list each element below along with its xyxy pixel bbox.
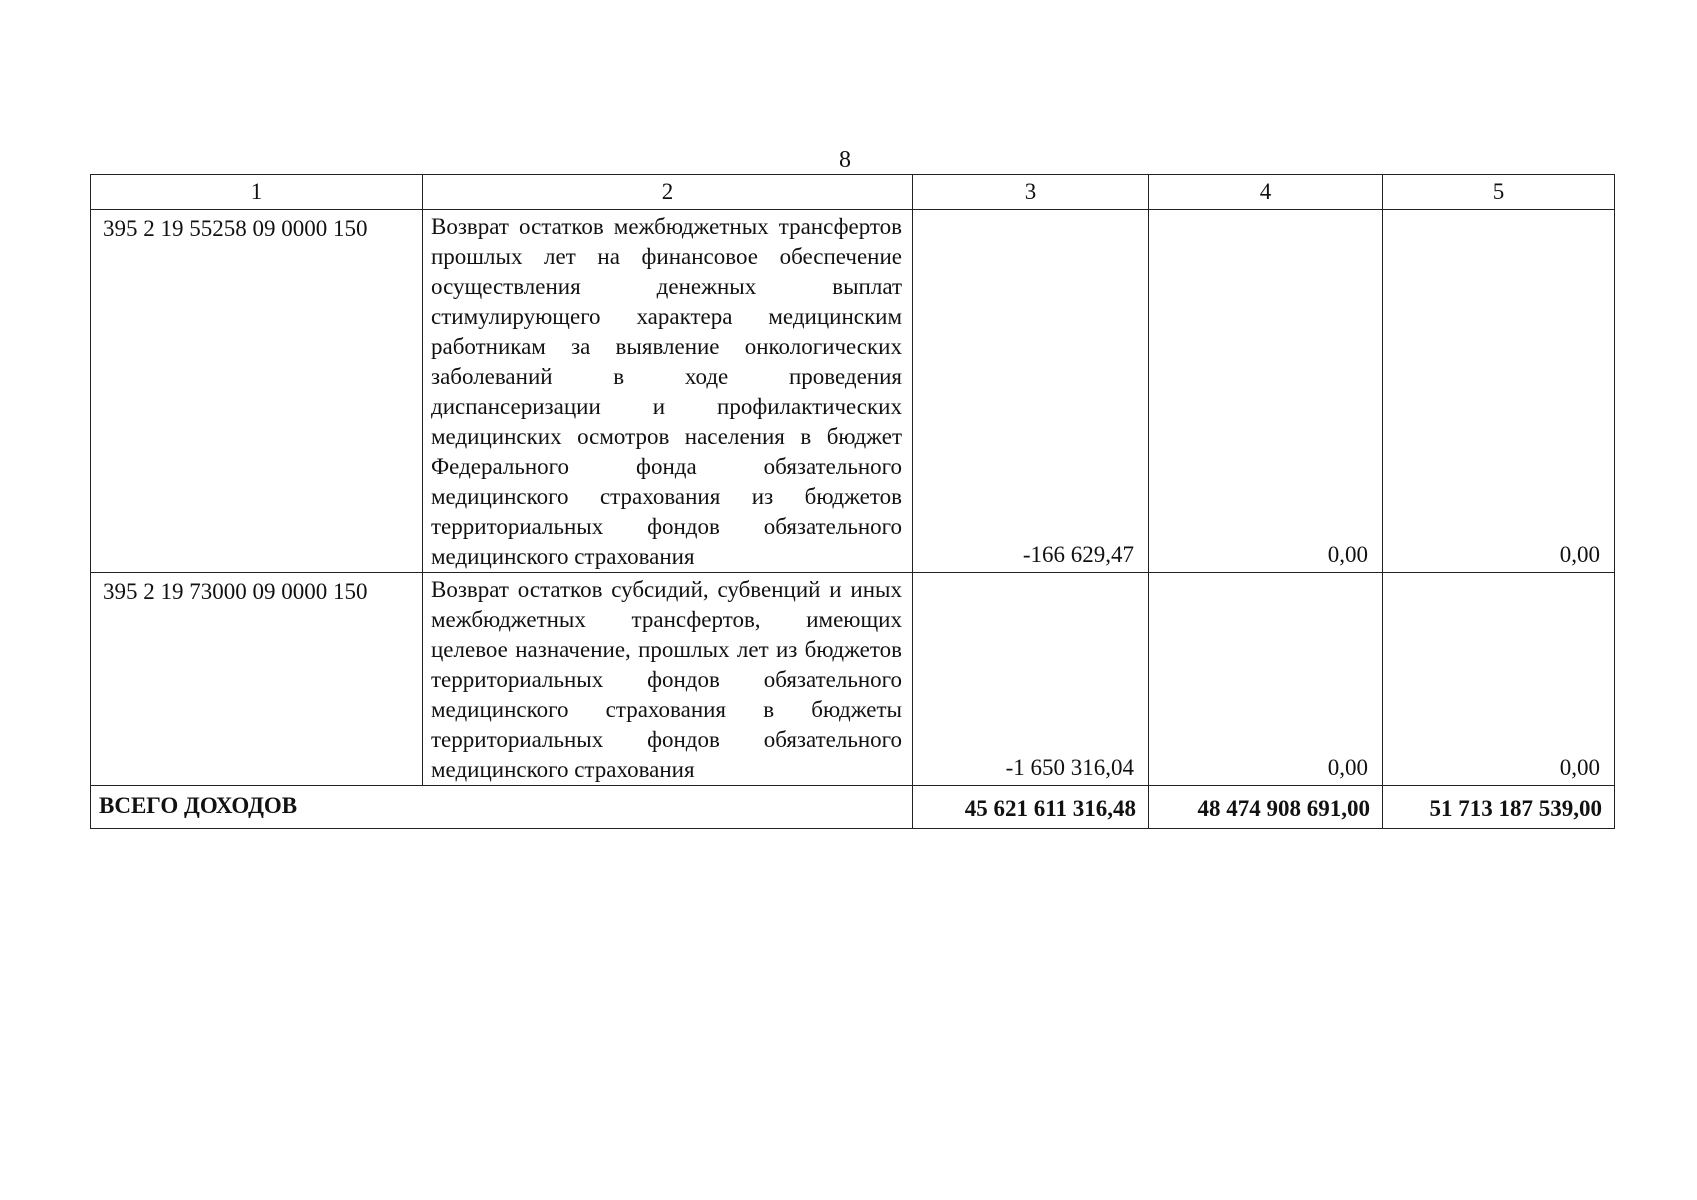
column-header-4: 4 <box>1149 175 1383 210</box>
table-row <box>91 573 1615 786</box>
total-label: ВСЕГО ДОХОДОВ <box>91 786 913 829</box>
amount-col4: 0,00 <box>1149 210 1383 573</box>
amount-col3: -166 629,47 <box>913 210 1149 573</box>
revenue-name: Возврат остатков межбюджетных трансфертов прошлых лет на финансовое обеспечение осуществления денежных выплат стимулирующего характера медицинским работникам за выявление онкологических заболеваний в ходе проведения диспансеризации и профилактических медицинских осмотров населения в бюджет Федерального фонда обязательного медицинского страхования из бюджетов территориальных фондов обязательного медицинского страхования <box>423 210 913 573</box>
total-col3: 45 621 611 316,48 <box>913 786 1149 829</box>
column-header-2: 2 <box>423 175 913 210</box>
budget-code: 395 2 19 55258 09 0000 150 <box>91 210 423 573</box>
amount-col5: 0,00 <box>1383 210 1615 573</box>
total-col4: 48 474 908 691,00 <box>1149 786 1383 829</box>
amount-col5: 0,00 <box>1383 573 1615 786</box>
amount-col4: 0,00 <box>1149 573 1383 786</box>
total-row <box>91 786 1615 829</box>
column-number-row <box>91 175 1615 210</box>
total-col5: 51 713 187 539,00 <box>1383 786 1615 829</box>
revenue-table <box>90 174 1615 829</box>
amount-col3: -1 650 316,04 <box>913 573 1149 786</box>
column-header-1: 1 <box>91 175 423 210</box>
page-number: 8 <box>839 147 851 173</box>
column-header-3: 3 <box>913 175 1149 210</box>
column-header-5: 5 <box>1383 175 1615 210</box>
revenue-name: Возврат остатков субсидий, субвенций и иных межбюджетных трансфертов, имеющих целевое назначение, прошлых лет из бюджетов территориальных фондов обязательного медицинского страхования в бюджеты территориальных фондов обязательного медицинского страхования <box>423 573 913 786</box>
table-row <box>91 210 1615 573</box>
budget-code: 395 2 19 73000 09 0000 150 <box>91 573 423 786</box>
